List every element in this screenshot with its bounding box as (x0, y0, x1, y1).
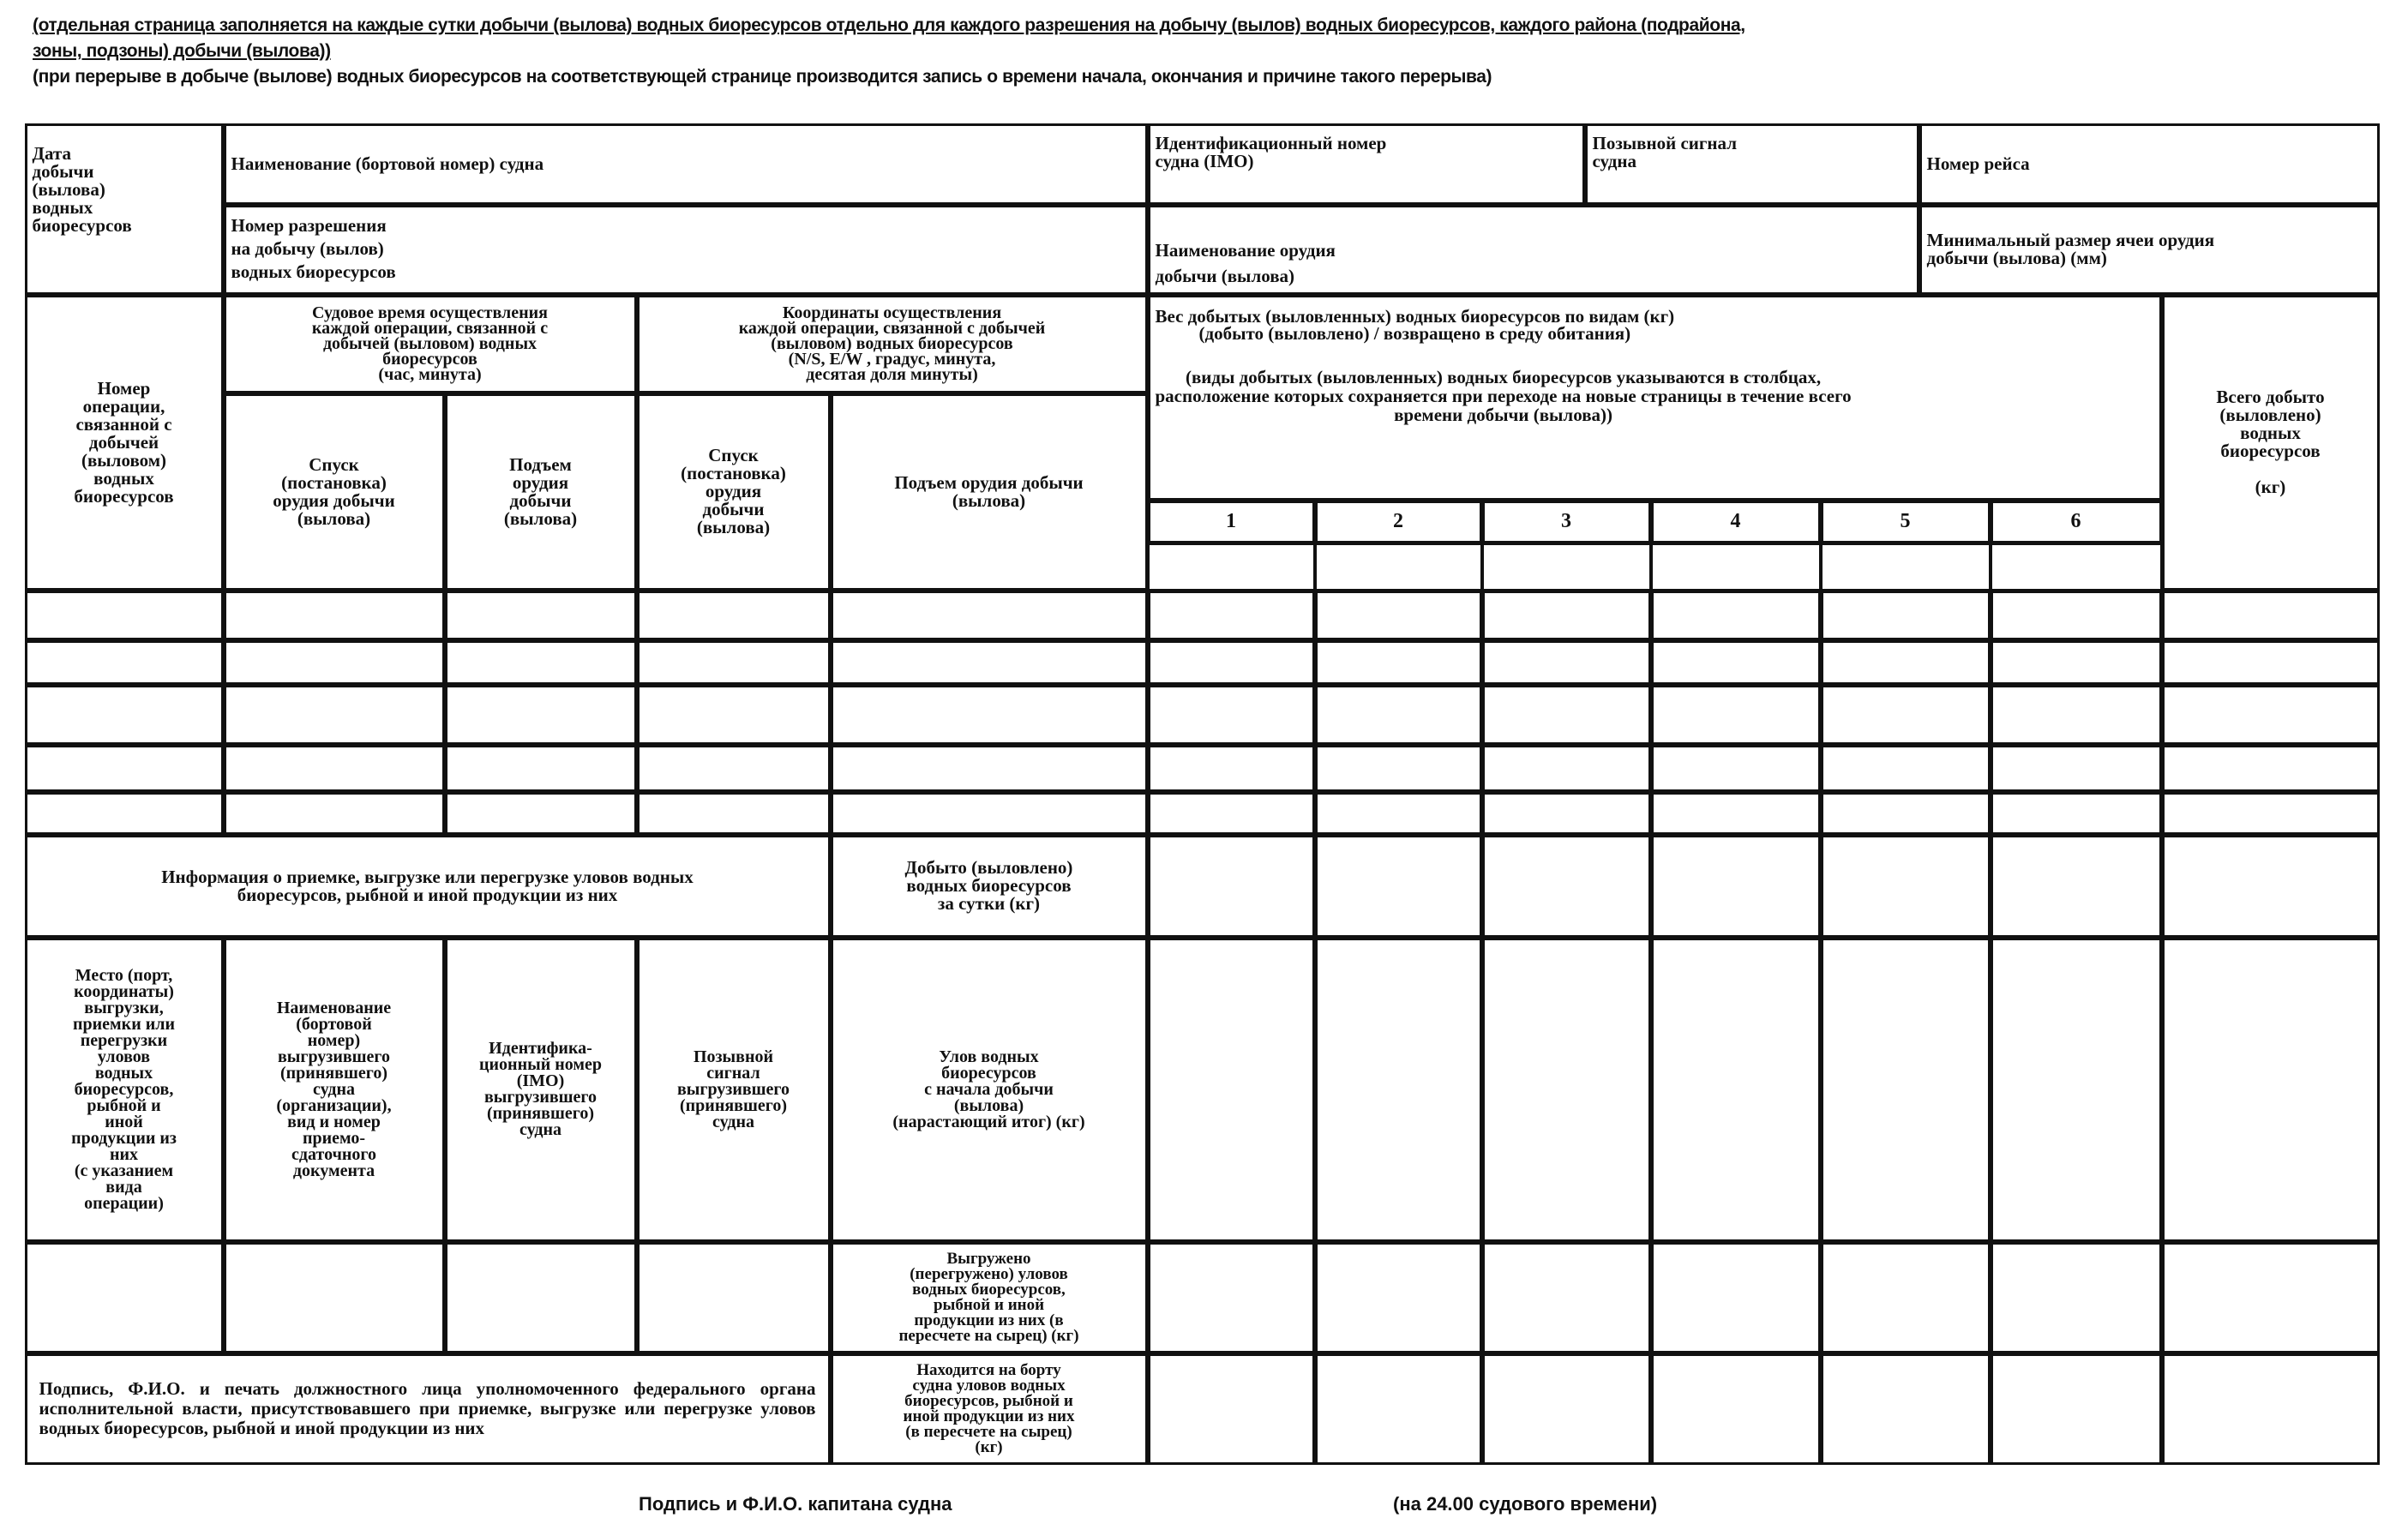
operation-row-cell[interactable] (445, 745, 637, 792)
operation-row-cell[interactable] (224, 640, 445, 685)
transfer-value-cell[interactable] (1991, 938, 2162, 1242)
vessel-name-field[interactable] (224, 123, 1148, 205)
catch-date-field[interactable] (25, 123, 224, 295)
transfer-value-cell[interactable] (1821, 1242, 1991, 1353)
vessel-imo-label: Идентификационный номер судна (IMO) (1155, 132, 1387, 171)
operation-row-cell[interactable] (1482, 640, 1651, 685)
weight-by-species-header (1148, 295, 2162, 501)
transfer-value-cell[interactable] (1315, 1353, 1482, 1465)
operation-row-cell[interactable] (445, 591, 637, 640)
time-gear-haul-header: Подъем орудия добычи (вылова) (445, 393, 637, 591)
operation-row-cell[interactable] (637, 685, 831, 745)
operation-row-cell[interactable] (224, 685, 445, 745)
operation-row-cell[interactable] (1651, 640, 1821, 685)
unloaded-label: Выгружено (перегружено) уловов водных биоресурсов, рыбной и иной продукции из них (в пересчете на сырец) (кг) (831, 1242, 1148, 1353)
operation-row-cell[interactable] (1482, 591, 1651, 640)
operation-row-cell[interactable] (25, 640, 224, 685)
transfer-value-cell[interactable] (2162, 835, 2380, 938)
operation-row-cell[interactable] (25, 792, 224, 835)
trip-number-field[interactable] (1919, 123, 2380, 205)
species-weight-cell[interactable] (1991, 543, 2162, 591)
weight-note: (виды добытых (выловленных) водных биоресурсов указываются в столбцах, расположение которых сохраняется при переходе на новые страницы в течение всего времени добычи (вылова)) (1155, 366, 1852, 425)
transfer-value-cell[interactable] (1315, 835, 1482, 938)
operation-row-cell[interactable] (1315, 591, 1482, 640)
transfer-value-cell[interactable] (1315, 1242, 1482, 1353)
receiving-imo-field[interactable] (445, 1242, 637, 1353)
operation-row-cell[interactable] (831, 792, 1148, 835)
transfer-value-cell[interactable] (1482, 1242, 1651, 1353)
operation-row-cell[interactable] (1148, 792, 1315, 835)
species-column-header: 6 (1991, 501, 2162, 543)
operation-row-cell[interactable] (831, 745, 1148, 792)
operation-row-cell[interactable] (224, 745, 445, 792)
operation-row-cell[interactable] (445, 792, 637, 835)
transfer-value-cell[interactable] (1148, 938, 1315, 1242)
permit-number-label: Номер разрешения на добычу (вылов) водных биоресурсов (231, 214, 396, 282)
operation-row-cell[interactable] (1821, 745, 1991, 792)
instruction-note-2: зоны, подзоны) добычи (вылова)) (33, 41, 331, 61)
transfer-value-cell[interactable] (1651, 835, 1821, 938)
species-weight-cell[interactable] (1651, 543, 1821, 591)
operation-row-cell[interactable] (1991, 745, 2162, 792)
time-gear-set-header: Спуск (постановка) орудия добычи (вылова) (224, 393, 445, 591)
operation-row-cell[interactable] (2162, 640, 2380, 685)
operation-row-cell[interactable] (637, 792, 831, 835)
operation-row-cell[interactable] (25, 745, 224, 792)
transfer-place-header: Место (порт, координаты) выгрузки, приемки или перегрузки уловов водных биоресурсов, рыбной и иной продукции из них (с указанием вида операции) (25, 938, 224, 1242)
species-column-header: 4 (1651, 501, 1821, 543)
transfer-value-cell[interactable] (1821, 938, 1991, 1242)
operation-row-cell[interactable] (1148, 591, 1315, 640)
operation-row-cell[interactable] (831, 591, 1148, 640)
operation-row-cell[interactable] (2162, 685, 2380, 745)
operation-row-cell[interactable] (1991, 792, 2162, 835)
coord-gear-haul-header: Подъем орудия добычи (вылова) (831, 393, 1148, 591)
trip-number-label: Номер рейса (1926, 153, 2030, 174)
transfer-value-cell[interactable] (1991, 1353, 2162, 1465)
operation-row-cell[interactable] (224, 591, 445, 640)
transfer-value-cell[interactable] (2162, 1242, 2380, 1353)
instruction-note-3: (при перерыве в добыче (вылове) водных биоресурсов на соответствующей странице производится запись о времени начала, окончания и причине такого перерыва) (33, 67, 1492, 87)
operation-row-cell[interactable] (2162, 745, 2380, 792)
transfer-value-cell[interactable] (1482, 1353, 1651, 1465)
operation-row-cell[interactable] (1821, 685, 1991, 745)
operation-row-cell[interactable] (1482, 792, 1651, 835)
transfer-value-cell[interactable] (2162, 938, 2380, 1242)
operation-row-cell[interactable] (831, 685, 1148, 745)
transfer-value-cell[interactable] (1651, 938, 1821, 1242)
operation-row-cell[interactable] (1821, 591, 1991, 640)
operation-row-cell[interactable] (25, 685, 224, 745)
operation-row-cell[interactable] (1991, 591, 2162, 640)
species-weight-cell[interactable] (1482, 543, 1651, 591)
transfer-value-cell[interactable] (1991, 1242, 2162, 1353)
receiving-vessel-header: Наименование (бортовой номер) выгрузившего (принявшего) судна (организации), вид и номер приемо- сдаточного документа (224, 938, 445, 1242)
operation-row-cell[interactable] (1651, 745, 1821, 792)
transfer-value-cell[interactable] (1821, 1353, 1991, 1465)
gear-name-field[interactable] (1148, 205, 1919, 295)
operation-row-cell[interactable] (25, 591, 224, 640)
permit-number-field[interactable] (224, 205, 1148, 295)
gear-name-label: Наименование орудия добычи (вылова) (1155, 239, 1336, 286)
species-column-header: 1 (1148, 501, 1315, 543)
ship-time-header: Судовое время осуществления каждой операции, связанной с добычей (выловом) водных биоресурсов (час, минута) (224, 295, 637, 393)
operation-row-cell[interactable] (224, 792, 445, 835)
operation-row-cell[interactable] (445, 685, 637, 745)
operation-row-cell[interactable] (1315, 640, 1482, 685)
min-mesh-size-label: Минимальный размер ячеи орудия добычи (вылова) (мм) (1926, 230, 2215, 268)
vessel-name-label: Наименование (бортовой номер) судна (231, 153, 544, 174)
official-signature-label: Подпись, Ф.И.О. и печать должностного лица уполномоченного федерального органа исполнительной власти, присутствовавшего при приемке, выгрузке или перегрузке уловов водных биоресурсов, рыбной и иной продукции из них (39, 1378, 816, 1438)
operation-row-cell[interactable] (637, 591, 831, 640)
captain-signature-label: Подпись и Ф.И.О. капитана судна (639, 1493, 952, 1515)
receiving-call-sign-field[interactable] (637, 1242, 831, 1353)
operation-row-cell[interactable] (1148, 745, 1315, 792)
receiving-vessel-field[interactable] (224, 1242, 445, 1353)
weight-title: Вес добытых (выловленных) водных биоресурсов по видам (кг) (добыто (выловлено) / возвращено в среду обитания) (1155, 305, 1675, 344)
operation-row-cell[interactable] (2162, 792, 2380, 835)
transfer-value-cell[interactable] (1651, 1242, 1821, 1353)
total-caught-header: Всего добыто (выловлено) водных биоресурсов (кг) (2162, 295, 2380, 591)
operation-row-cell[interactable] (1148, 640, 1315, 685)
call-sign-label: Позывной сигнал судна (1592, 132, 1737, 171)
species-weight-cell[interactable] (1315, 543, 1482, 591)
transfer-value-cell[interactable] (2162, 1353, 2380, 1465)
operation-row-cell[interactable] (1482, 685, 1651, 745)
operation-row-cell[interactable] (1821, 792, 1991, 835)
transfer-value-cell[interactable] (1148, 1242, 1315, 1353)
caught-per-day-label: Добыто (выловлено) водных биоресурсов за сутки (кг) (831, 835, 1148, 938)
operation-row-cell[interactable] (445, 640, 637, 685)
transfer-info-header: Информация о приемке, выгрузке или перегрузке уловов водных биоресурсов, рыбной и иной продукции из них (25, 835, 831, 938)
operation-row-cell[interactable] (1651, 591, 1821, 640)
vessel-imo-field[interactable] (1148, 123, 1585, 205)
catch-date-label: Дата добычи (вылова) водных биоресурсов (32, 142, 132, 236)
transfer-value-cell[interactable] (1148, 1353, 1315, 1465)
operation-row-cell[interactable] (831, 640, 1148, 685)
operation-row-cell[interactable] (637, 640, 831, 685)
ship-time-note: (на 24.00 судового времени) (1393, 1493, 1658, 1515)
transfer-value-cell[interactable] (1148, 835, 1315, 938)
operation-row-cell[interactable] (1991, 685, 2162, 745)
operation-row-cell[interactable] (637, 745, 831, 792)
species-column-header: 3 (1482, 501, 1651, 543)
transfer-value-cell[interactable] (1821, 835, 1991, 938)
receiving-imo-header: Идентифика- ционный номер (IMO) выгрузившего (принявшего) судна (445, 938, 637, 1242)
receiving-call-sign-header: Позывной сигнал выгрузившего (принявшего) судна (637, 938, 831, 1242)
coord-gear-set-header: Спуск (постановка) орудия добычи (вылова) (637, 393, 831, 591)
species-weight-cell[interactable] (1821, 543, 1991, 591)
min-mesh-size-field[interactable] (1919, 205, 2380, 295)
transfer-value-cell[interactable] (1315, 938, 1482, 1242)
operation-row-cell[interactable] (1315, 792, 1482, 835)
species-weight-cell[interactable] (1148, 543, 1315, 591)
coordinates-header: Координаты осуществления каждой операции, связанной с добычей (выловом) водных биоресурсов (N/S, E/W , градус, минута, десятая доля минуты) (637, 295, 1148, 393)
operation-row-cell[interactable] (1148, 685, 1315, 745)
official-signature-field[interactable] (25, 1353, 831, 1465)
operation-row-cell[interactable] (1315, 685, 1482, 745)
operation-row-cell[interactable] (1482, 745, 1651, 792)
call-sign-field[interactable] (1585, 123, 1919, 205)
operation-row-cell[interactable] (1651, 792, 1821, 835)
transfer-value-cell[interactable] (1651, 1353, 1821, 1465)
species-column-header: 5 (1821, 501, 1991, 543)
operation-row-cell[interactable] (1651, 685, 1821, 745)
cumulative-catch-label: Улов водных биоресурсов с начала добычи (вылова) (нарастающий итог) (кг) (831, 938, 1148, 1242)
instruction-note-1: (отдельная страница заполняется на каждые сутки добычи (вылова) водных биоресурсов отдельно для каждого разрешения на добычу (вылов) водных биоресурсов, каждого района (подрайона, (33, 15, 1745, 35)
transfer-value-cell[interactable] (1482, 938, 1651, 1242)
operation-row-cell[interactable] (1821, 640, 1991, 685)
transfer-place-field[interactable] (25, 1242, 224, 1353)
operation-row-cell[interactable] (1315, 745, 1482, 792)
transfer-value-cell[interactable] (1482, 835, 1651, 938)
operation-row-cell[interactable] (1991, 640, 2162, 685)
on-board-label: Находится на борту судна уловов водных биоресурсов, рыбной и иной продукции из них (в пересчете на сырец) (кг) (831, 1353, 1148, 1465)
operation-number-header: Номер операции, связанной с добычей (выловом) водных биоресурсов (25, 295, 224, 591)
operation-row-cell[interactable] (2162, 591, 2380, 640)
transfer-value-cell[interactable] (1991, 835, 2162, 938)
species-column-header: 2 (1315, 501, 1482, 543)
